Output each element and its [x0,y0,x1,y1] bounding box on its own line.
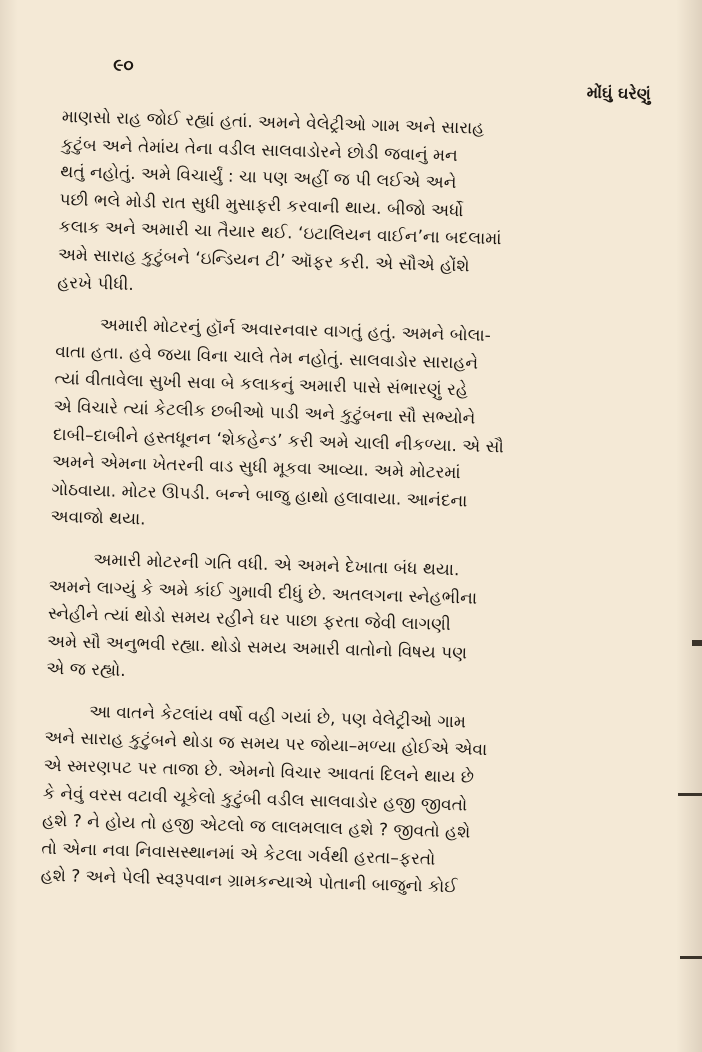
paragraph [40,698,625,907]
text-line: કુટુંબ અને તેમાંય તેના વડીલ સાલવાડોરને છોડી જવાનું મન [60,134,459,166]
text-line: થતું નહોતું. અમે વિચાર્યું : ચા પણ અહીં જ પી લઈએ અને [60,162,457,194]
text-line: એ સ્મરણપટ પર તાજા છે. એમનો વિચાર આવતાં દિલને થાય છે [43,755,475,788]
text-line: પછી ભલે મોડી રાત સુધી મુસાફરી કરવાની થાય. બીજો અર્ધો [59,189,464,221]
text-line: અમને એમના ખેતરની વાડ સુધી મૂકવા આવ્યા. અમે મોટરમાં [51,451,461,484]
page-edge-shadow [676,0,702,1052]
text-line: એ જ રહ્યો. [46,659,126,682]
text-line: અમારી મોટરની ગતિ વધી. એ અમને દેખાતા બંધ થયા. [93,549,460,581]
text-line: માણસો રાહ જોઈ રહ્યાં હતાં. અમને વેલેટ્રીઓ ગામ અને સારાહ [61,106,485,139]
text-line: અને સારાહ કુટુંબને થોડા જ સમય પર જોયા–મળ્યા હોઈએ એવા [44,728,488,761]
text-line: અમે સારાહ કુટુંબને ‘ઇન્ડિયન ટી’ ઑફર કરી. એ સૌએ હોંશે [57,244,470,277]
text-line: અમે સૌ અનુભવી રહ્યા. થોડો સમય અમારી વાતોનો વિષય પણ [46,631,468,664]
text-line: ત્યાં વીતાવેલા સુખી સવા બે કલાકનું અમારી પાસે સંભારણું રહે [54,369,469,401]
text-line: કે નેવું વરસ વટાવી ચૂકેલો કુટુંબી વડીલ સાલવાડોર હજી જીવતો [42,783,468,816]
page-number: ૯૦ [113,55,134,76]
text-line: વાતા હતા. હવે જયા વિના ચાલે તેમ નહોતું. સાલવાડોર સારાહને [55,341,479,374]
margin-mark [678,793,702,796]
margin-mark [692,640,702,646]
text-line: અવાજો થયા. [50,507,146,530]
margin-mark [680,956,702,959]
text-line: ગોઠવાયા. મોટર ઊપડી. બન્ને બાજુ હાથો હલાવાયા. આનંદના [51,479,468,512]
text-line: અમારી મોટરનું હૉર્ન અવારનવાર વાગતું હતું. અમને બોલા- [99,315,492,347]
text-line: હશે ? અને પેલી સ્વરૂપવાન ગ્રામકન્યાએ પોતાની બાજુનો કોઈ [40,866,458,898]
paragraph [57,104,642,313]
text-line: તો એના નવા નિવાસસ્થાનમાં એ કેટલા ગર્વથી હરતા–ફરતો [41,838,436,870]
paragraph [50,311,636,548]
text-line: હશે ? ને હોય તો હજી એટલો જ લાલમલાલ હશે ? જીવતો હશે [41,810,471,843]
text-line: દાબી–દાબીને હસ્તધૂનન ‘શેકહેન્ડ’ કરી અમે ચાલી નીકળ્યા. એ સૌ [52,424,505,457]
text-line: સ્નેહીને ત્યાં થોડો સમય રહીને ઘર પાછા ફરતા જેવી લાગણી [47,603,451,636]
page-gutter-shadow [0,0,18,1052]
running-head: મોંઘું ઘરેણું [586,82,651,104]
text-line: કલાક અને અમારી ચા તૈયાર થઈ. ‘ઇટાલિયન વાઈન’ના બદલામાં [58,217,502,250]
text-line: આ વાતને કેટલાંય વર્ષો વહી ગયાં છે, પણ વેલેટ્રીઓ ગામ [88,701,467,733]
page-content [40,40,651,898]
body-text [40,104,642,921]
text-line: એ વિચારે ત્યાં કેટલીક છબીઓ પાડી અને કુટુંબના સૌ સભ્યોને [53,396,476,429]
paragraph [46,546,630,700]
text-line: હરખે પીધી. [56,272,135,295]
text-line: અમને લાગ્યું કે અમે કાંઈ ગુમાવી દીધું છે. અતલગના સ્નેહભીના [48,576,478,609]
